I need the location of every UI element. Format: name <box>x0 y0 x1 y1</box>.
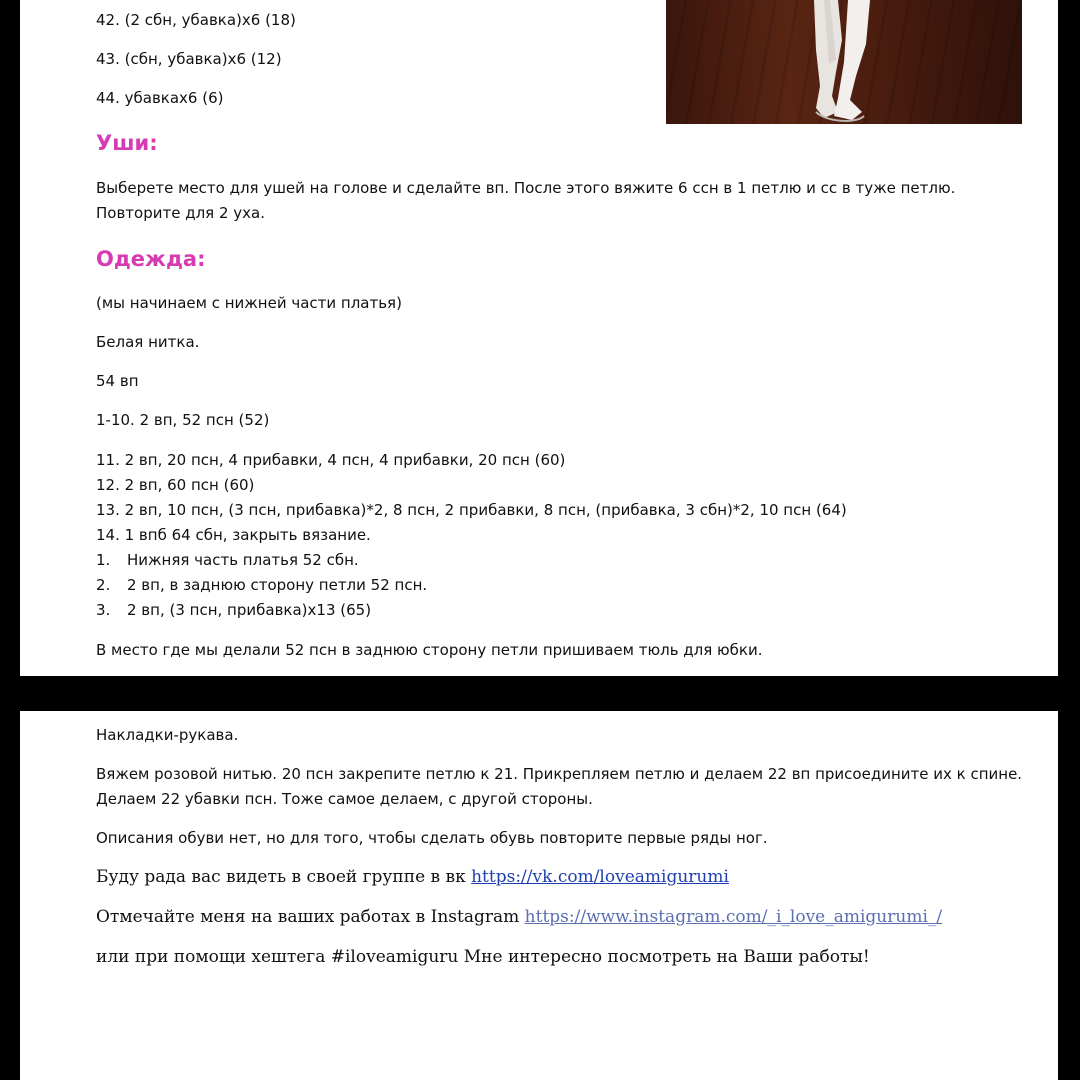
list-item-1: 1. Нижняя часть платья 52 сбн. <box>96 551 359 569</box>
shoes-note: Описания обуви нет, но для того, чтобы сделать обувь повторите первые ряды ног. <box>96 829 768 847</box>
list-item-3: 3. 2 вп, (3 псн, прибавка)х13 (65) <box>96 601 372 619</box>
ears-text-line-2: Повторите для 2 уха. <box>96 204 265 222</box>
heading-clothes: Одежда: <box>96 247 206 271</box>
row-43: 43. (сбн, убавка)х6 (12) <box>96 50 282 68</box>
row-42: 42. (2 сбн, убавка)х6 (18) <box>96 11 296 29</box>
doll-legs-illustration <box>666 0 1022 124</box>
ears-text-line-1: Выберете место для ушей на голове и сделайте вп. После этого вяжите 6 ссн в 1 петлю и сс в туже петлю. <box>96 179 956 197</box>
heading-ears: Уши: <box>96 131 158 155</box>
clothes-thread: Белая нитка. <box>96 333 200 351</box>
sleeves-line-2: Делаем 22 убавки псн. Тоже самое делаем, с другой стороны. <box>96 790 593 808</box>
vk-line: Буду рада вас видеть в своей группе в вк https://vk.com/loveamigurumi <box>96 867 729 887</box>
clothes-chain: 54 вп <box>96 372 139 390</box>
row-13: 13. 2 вп, 10 псн, (3 псн, прибавка)*2, 8 псн, 2 прибавки, 8 псн, (прибавка, 3 сбн)*2, 10 псн (64) <box>96 501 847 519</box>
sleeves-title: Накладки-рукава. <box>96 726 239 744</box>
vk-link[interactable]: https://vk.com/loveamigurumi <box>471 867 729 887</box>
row-11: 11. 2 вп, 20 псн, 4 прибавки, 4 псн, 4 прибавки, 20 псн (60) <box>96 451 566 469</box>
row-14: 14. 1 впб 64 сбн, закрыть вязание. <box>96 526 371 544</box>
hashtag-line: или при помощи хештега #iloveamiguru Мне интересно посмотреть на Ваши работы! <box>96 947 870 967</box>
instagram-line: Отмечайте меня на ваших работах в Instagram https://www.instagram.com/_i_love_amigurumi_/ <box>96 907 943 927</box>
sleeves-line-1: Вяжем розовой нитью. 20 псн закрепите петлю к 21. Прикрепляем петлю и делаем 22 вп присоедините их к спине. <box>96 765 1023 783</box>
document-page-1 <box>20 0 1058 676</box>
row-12: 12. 2 вп, 60 псн (60) <box>96 476 255 494</box>
clothes-note: (мы начинаем с нижней части платья) <box>96 294 402 312</box>
list-item-2: 2. 2 вп, в заднюю сторону петли 52 псн. <box>96 576 428 594</box>
doll-photo <box>666 0 1022 124</box>
document-page-2 <box>20 711 1058 1080</box>
row-1-10: 1-10. 2 вп, 52 псн (52) <box>96 411 270 429</box>
clothes-footer: В место где мы делали 52 псн в заднюю сторону петли пришиваем тюль для юбки. <box>96 641 763 659</box>
row-44: 44. убавках6 (6) <box>96 89 224 107</box>
instagram-link[interactable]: https://www.instagram.com/_i_love_amigurumi_/ <box>524 907 943 927</box>
